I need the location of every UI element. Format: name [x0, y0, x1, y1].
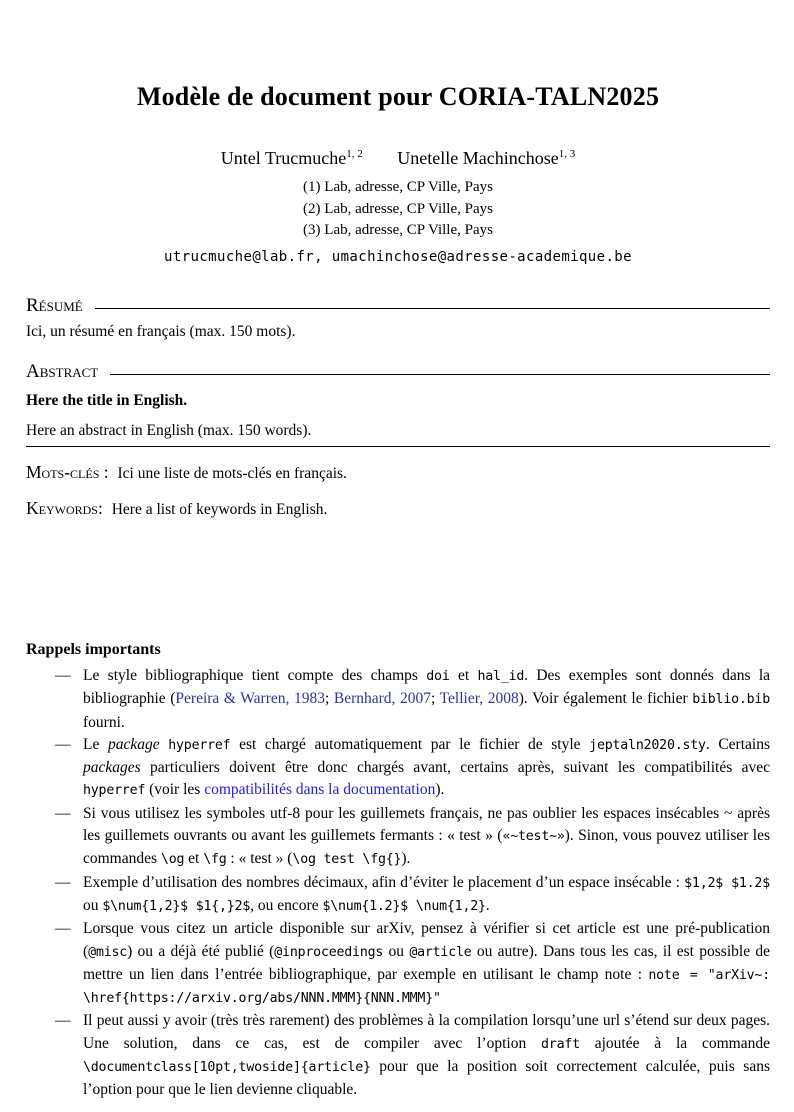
list-item-text: [83, 667, 770, 731]
list-item: [26, 803, 770, 872]
text-segment: ou autre). Dans tous les cas, il est possible de mettre un lien dans l’entrée bibliographique, par exemple en utilisant le champ note :: [83, 942, 771, 983]
keywords-label: Keywords:: [26, 498, 103, 518]
list-item: [26, 665, 770, 734]
list-item-text: [83, 874, 770, 914]
author-affiliation-sup: 1, 3: [558, 148, 576, 160]
list-bullet: —: [55, 1012, 71, 1030]
list-bullet: —: [55, 667, 71, 684]
list-item: [26, 918, 770, 1010]
text-segment: ;: [324, 690, 334, 708]
inline-code: doi: [426, 669, 450, 684]
text-segment: Il peut aussi y avoir (très très rarement) des problèmes à la compilation lorsqu’une url s’étend sur deux pages. Une solution, dans ce cas, est de compiler avec l’option: [83, 1012, 770, 1052]
inline-code: $\num{1.2}$ \num{1,2}: [322, 898, 486, 914]
rappels-list: [26, 665, 770, 1102]
inline-code: biblio.bib: [692, 692, 770, 708]
abstract-english-title: Here the title in English.: [26, 391, 188, 409]
list-item: [26, 1010, 770, 1101]
inline-code: \documentclass[10pt,twoside]{article}: [83, 1060, 371, 1076]
text-segment: ajoutée à la commande: [579, 1034, 770, 1052]
inline-code: \og: [160, 852, 185, 868]
mots-cles-label: Mots-clés :: [26, 461, 109, 482]
keywords-text: Here a list of keywords in English.: [111, 501, 328, 518]
rappels-heading: Rappels importants: [26, 641, 161, 658]
text-segment: ;: [431, 690, 440, 708]
list-bullet: —: [55, 873, 71, 891]
inline-code: draft: [541, 1036, 580, 1052]
resume-heading: [26, 295, 770, 317]
text-segment: ).: [401, 850, 411, 868]
inline-code: @inproceedings: [274, 944, 384, 960]
inline-code: note = "arXiv~: \href{https://arxiv.org/abs/NNN.MMM}{NNN.MMM}": [83, 967, 770, 1007]
abstract-heading: [26, 361, 770, 383]
list-bullet: —: [55, 804, 71, 822]
mots-cles-text: Ici une liste de mots-clés en français.: [117, 464, 347, 482]
author-emails: utrucmuche@lab.fr, umachinchose@adresse-academique.be: [164, 248, 632, 265]
inline-code: jeptaln2020.sty: [589, 737, 706, 753]
emphasis-text: package: [107, 735, 160, 753]
text-segment: : « test » (: [226, 850, 293, 868]
inline-code: \fg: [203, 852, 227, 868]
emphasis-text: packages: [83, 759, 141, 777]
text-segment: ). Sinon, vous pouvez utiliser les commandes: [83, 827, 771, 868]
text-segment: ).: [435, 781, 445, 799]
inline-code: hal_id: [477, 669, 525, 684]
affiliations-block: [26, 177, 770, 242]
author-name: Unetelle Machinchose: [397, 148, 559, 168]
text-segment: [160, 736, 169, 753]
citation-link[interactable]: Bernhard, 2007: [333, 690, 432, 708]
text-segment: Si vous utilisez les symboles utf-8 pour les guillemets français, ne pas oublier les espaces insécables ~ après les guillemets ouvrants ou avant les guillemets fermants : « test » (: [83, 804, 770, 845]
text-segment: et: [449, 667, 478, 684]
text-segment: et: [184, 850, 204, 868]
text-segment: . Certains: [705, 735, 770, 753]
text-segment: est chargé automatiquement par le fichier de style: [230, 735, 590, 753]
text-segment: particuliers doivent être donc chargés avant, certains après, suivant les compatibilités avec: [140, 759, 770, 777]
rappels-section: [26, 641, 770, 1102]
citation-link[interactable]: Tellier, 2008: [439, 690, 519, 708]
list-item-text: [83, 1012, 770, 1098]
affiliation-line: (2) Lab, adresse, CP Ville, Pays: [303, 200, 493, 217]
inline-code: «~test~»: [502, 829, 565, 845]
inline-code: @misc: [88, 944, 128, 960]
text-segment: .: [485, 896, 490, 914]
text-segment: ou: [83, 896, 103, 914]
text-segment: Le style bibliographique tient compte des champs: [83, 667, 427, 684]
author-1: [221, 148, 363, 168]
text-segment: Le: [83, 735, 108, 753]
inline-code: hyperref: [168, 737, 231, 753]
list-item: [26, 872, 770, 919]
list-item-text: [83, 920, 770, 1006]
text-segment: fourni.: [83, 713, 125, 731]
inline-code: hyperref: [83, 783, 146, 799]
author-name: Untel Trucmuche: [220, 148, 347, 168]
abstract-label: Abstract: [26, 360, 99, 382]
author-line: [26, 148, 770, 169]
paper-title: Modèle de document pour CORIA-TALN2025: [136, 82, 660, 111]
text-segment: ). Voir également le fichier: [518, 690, 693, 708]
author-affiliation-sup: 1, 2: [346, 148, 363, 160]
text-segment: ) ou a déjà été publié (: [127, 942, 275, 960]
inline-code: $\num{1,2}$ $1{,}2$: [102, 898, 251, 914]
abstract-english-text: Here an abstract in English (max. 150 words).: [26, 422, 770, 447]
text-segment: . Des exemples sont donnés dans la bibliographie (: [83, 667, 771, 708]
author-2: [397, 148, 575, 168]
text-segment: pour que la position soit correctement calculée, puis sans l’option pour que le lien devienne cliquable.: [83, 1058, 770, 1099]
text-segment: (voir les: [145, 781, 205, 799]
list-bullet: —: [55, 920, 71, 938]
affiliation-line: (1) Lab, adresse, CP Ville, Pays: [303, 179, 493, 195]
heading-rule: [110, 374, 770, 375]
list-item: [26, 734, 770, 803]
list-bullet: —: [55, 735, 71, 753]
keywords-row: [26, 498, 770, 519]
citation-link[interactable]: Pereira & Warren, 1983: [175, 690, 325, 708]
hyperlink[interactable]: compatibilités dans la documentation: [204, 781, 436, 799]
inline-code: \og test \fg{}: [292, 852, 402, 868]
list-item-text: [83, 805, 770, 868]
abstract-section: [26, 361, 770, 447]
heading-rule: [95, 308, 770, 309]
text-segment: , ou encore: [250, 896, 323, 914]
resume-label: Résumé: [26, 294, 83, 316]
text-segment: Lorsque vous citez un article disponible sur arXiv, pensez à vérifier si cet article est une pré-publication (: [83, 920, 770, 960]
inline-code: @article: [409, 944, 472, 960]
list-item-text: [83, 736, 770, 799]
inline-code: $1,2$ $1.2$: [684, 875, 770, 891]
text-segment: ou: [383, 942, 410, 960]
text-segment: Exemple d’utilisation des nombres décimaux, afin d’éviter le placement d’un espace insécable :: [83, 873, 685, 891]
resume-text: Ici, un résumé en français (max. 150 mots).: [26, 322, 296, 340]
mots-cles-row: [26, 462, 770, 483]
affiliation-line: (3) Lab, adresse, CP Ville, Pays: [303, 222, 493, 238]
resume-section: [26, 295, 770, 341]
